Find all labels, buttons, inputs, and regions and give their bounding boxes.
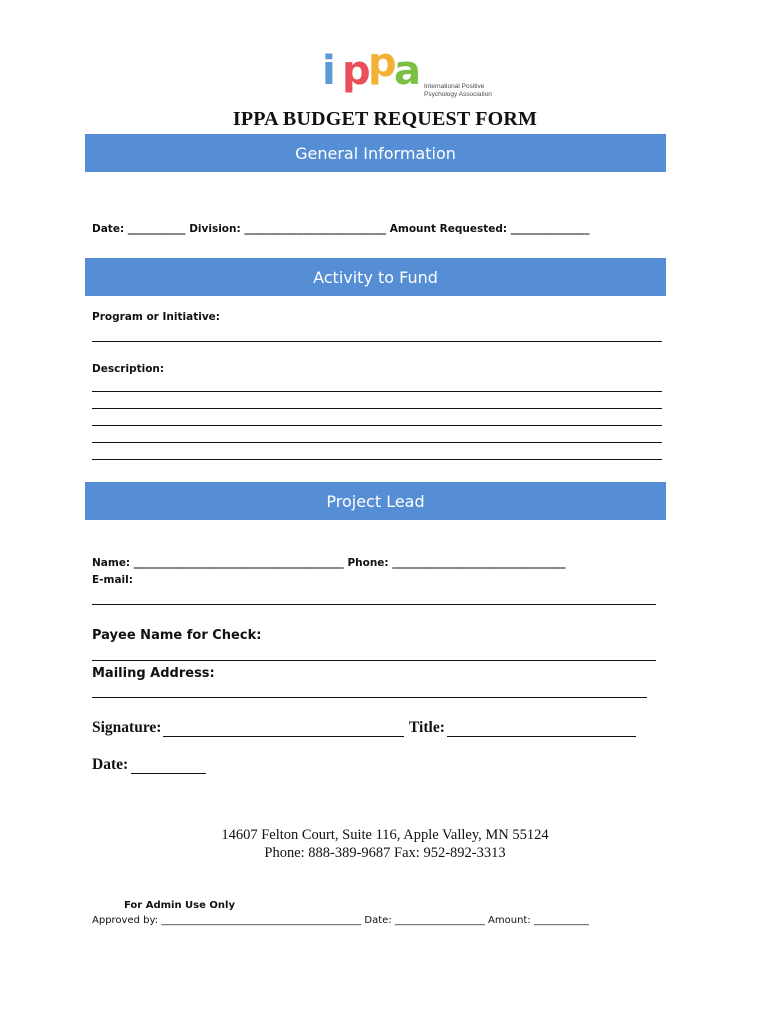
ippa-logo xyxy=(0,46,770,108)
description-blank-line[interactable] xyxy=(92,408,662,409)
description-label: Description: xyxy=(92,363,165,375)
description-blank-line[interactable] xyxy=(92,425,662,426)
program-label: Program or Initiative: xyxy=(92,311,220,323)
svg-text:i: i xyxy=(322,48,336,94)
section-activity-to-fund: Activity to Fund xyxy=(85,258,666,296)
program-blank-line[interactable] xyxy=(92,341,662,342)
footer-address: 14607 Felton Court, Suite 116, Apple Valley, MN 55124 xyxy=(221,827,549,843)
email-blank-line[interactable] xyxy=(92,604,656,605)
section-general-information: General Information xyxy=(85,134,666,172)
svg-text:p: p xyxy=(342,48,371,94)
payee-blank-line[interactable] xyxy=(92,660,656,661)
date-label: Date: xyxy=(92,756,129,773)
description-blank-line[interactable] xyxy=(92,442,662,443)
admin-approval-line[interactable]: Approved by: ________________________________________ Date: __________________ Amount: ___________ xyxy=(92,915,589,926)
mailing-address-label: Mailing Address: xyxy=(92,666,215,681)
general-fields-line[interactable]: Date: ___________ Division: ___________________________ Amount Requested: _______________ xyxy=(92,223,590,235)
signature-label: Signature: xyxy=(92,719,162,736)
section-project-lead: Project Lead xyxy=(85,482,666,520)
signature-blank-line[interactable] xyxy=(163,736,404,737)
footer-phone-fax: Phone: 888-389-9687 Fax: 952-892-3313 xyxy=(264,845,506,861)
name-phone-line[interactable]: Name: ________________________________________ Phone: _________________________________ xyxy=(92,557,566,569)
logo-tagline-1: International Positive xyxy=(424,83,485,90)
email-label: E-mail: xyxy=(92,574,133,586)
description-blank-line[interactable] xyxy=(92,391,662,392)
description-blank-line[interactable] xyxy=(92,459,662,460)
admin-heading: For Admin Use Only xyxy=(124,900,235,911)
svg-text:a: a xyxy=(394,48,421,94)
date-blank-line[interactable] xyxy=(131,773,206,774)
svg-text:p: p xyxy=(368,46,397,86)
form-title: IPPA BUDGET REQUEST FORM xyxy=(232,108,538,130)
payee-label: Payee Name for Check: xyxy=(92,628,262,643)
logo-tagline-2: Psychology Association xyxy=(424,91,492,98)
mailing-address-blank-line[interactable] xyxy=(92,697,647,698)
title-label: Title: xyxy=(409,719,445,736)
title-blank-line[interactable] xyxy=(447,736,636,737)
